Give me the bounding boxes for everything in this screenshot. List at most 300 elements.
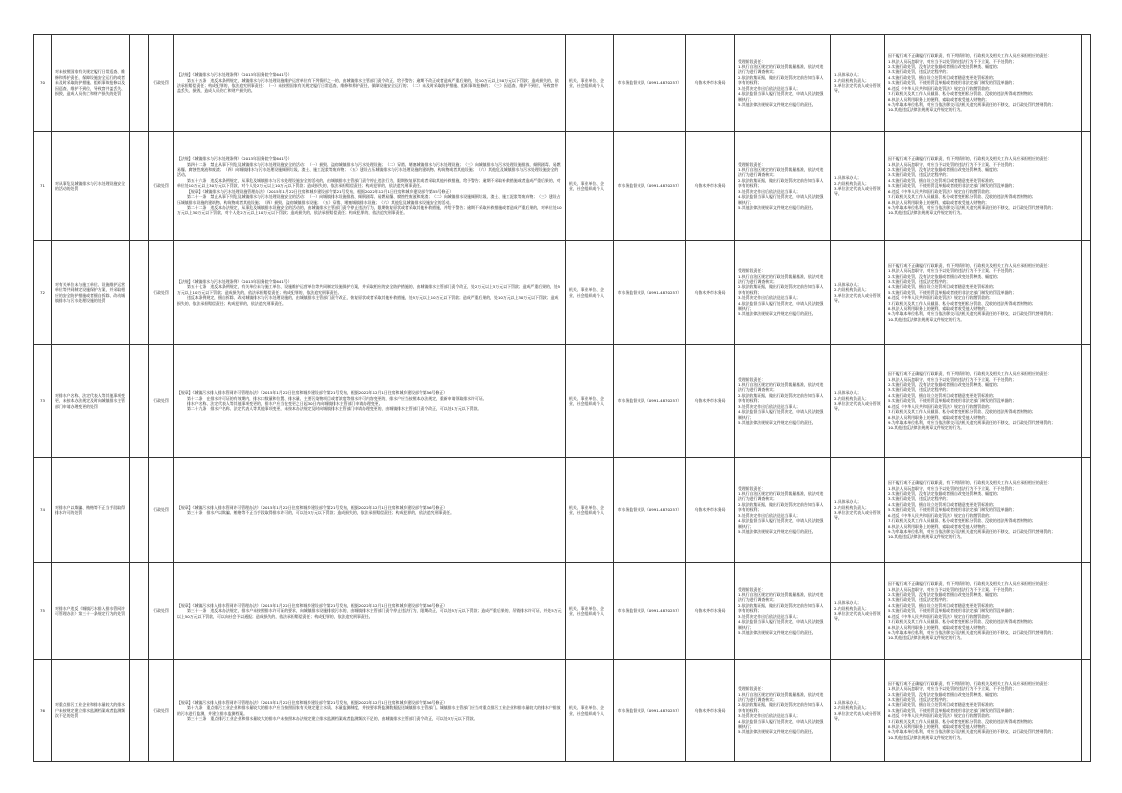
responsible-bureau	[686, 241, 735, 345]
target-subject-text: 机关、事业单位、企业，社会组织或个人	[569, 705, 605, 716]
blame-line: 因不履行或不正确履行行政职责，有下列情形的，行政机关及相关工作人员应承担相应的责任：	[888, 371, 1052, 377]
blank-cell	[130, 345, 149, 458]
blame-line: 3.实施行政处罚，违反法定程序的；	[888, 278, 951, 284]
duty-line: 受理阶段责任：	[738, 376, 766, 382]
legal-basis-lead: 【规章】《城镇污水排入排水管网许可管理办法》（2015年1月22日住房和城乡建设部令第21号发布，根据2022年12月1日住房和城乡建设部令第56号修正）	[177, 504, 448, 510]
target-subject-text: 机关、事业单位、企业，社会组织或个人	[569, 180, 605, 191]
item-name-text: 对未按照国家有关规定履行日常巡查、维修和养护责任，保障设施安全运行的或者未及时采取防护措施、组织事故抢修以及因巡查、维护不到位，导致窨井盖丢失、损毁，造成人员伤亡和财产损失的处罚	[55, 69, 126, 97]
target-subject-text: 机关、事业单位、企业，社会组织或个人	[569, 504, 605, 515]
duty-line: 4.依法监督当事人履行处罚决定，申请人民法院强制执行；	[738, 518, 824, 529]
target-subject	[566, 345, 614, 458]
blank-cell	[130, 35, 149, 132]
item-name	[52, 660, 130, 762]
blame-line: 2.实施行政处罚，没有法定依据或者擅自改变处罚种类、幅度的；	[888, 273, 1001, 279]
row-number	[34, 563, 52, 660]
responsible-bureau-text: 乌鲁木齐市水务局	[694, 80, 726, 86]
duty-line: 3.处罚决定作出后依法送达当事人；	[738, 512, 801, 518]
table-row	[34, 563, 1091, 660]
duty-line: 4.依法监督当事人履行处罚决定，申请人民法院强制执行；	[738, 619, 824, 630]
responsible-bureau-text: 乌鲁木齐市水务局	[694, 608, 726, 614]
duty-line: 2.依法收集证据，做出行政处罚决定前告知当事人享有的权利；	[738, 501, 824, 513]
row-number	[34, 345, 52, 458]
responsible-bureau	[686, 458, 735, 563]
power-category	[149, 660, 174, 762]
power-category	[149, 35, 174, 132]
blank-cell-end	[1082, 345, 1091, 458]
power-category	[149, 132, 174, 241]
blame-items	[885, 345, 1082, 458]
blame-items	[885, 35, 1082, 132]
legal-basis-paragraph: 排水户名称、法定代表人等其他事项变更的，排水户应当在变更之日起30日内向城镇排水主管部门申请办理变更。	[187, 401, 383, 406]
blame-line: 7.行政机关及其工作人员截留、私分或者变相私分罚款、没收的违法所得或者财物的；	[888, 619, 1036, 625]
implementing-unit-text: 市水务监督支队（0991-4870257）	[617, 707, 682, 713]
blank-cell	[130, 241, 149, 345]
blame-line: 6.违反《中华人民共和国行政处罚法》规定自行收缴罚款的；	[888, 512, 993, 518]
legal-basis	[174, 563, 566, 660]
item-name-text: 对从事危及城镇排水与污水处理设施安全的活动的处罚	[55, 180, 126, 191]
implementing-unit-text: 市水务监督支队（0991-4870257）	[617, 289, 682, 295]
implementing-unit	[614, 35, 686, 132]
item-name-text: 对有关单位未与施工单位、设施维护运营单位等共同制定设施保护方案，并采取相应的安全防护措施或者擅自拆除、改动城镇排水与污水处理设施的处罚	[55, 281, 126, 303]
legal-basis	[174, 660, 566, 762]
duty-line: 受理阶段责任：	[738, 268, 766, 274]
blame-line: 因不履行或不正确履行行政职责，有下列情形的，行政机关及相关工作人员应承担相应的责任：	[888, 480, 1052, 486]
legal-basis-paragraph: 第三十条 排水户以欺骗、贿赂等不正当手段取得排水许可的，可以处3万元以下罚款；造成损失的，依法承担赔偿责任；构成犯罪的，依法追究刑事责任。	[187, 510, 455, 515]
duty-line: 2.依法收集证据，做出行政处罚决定前告知当事人享有的权利；	[738, 74, 824, 86]
blame-line: 6.违反《中华人民共和国行政处罚法》规定自行收缴罚款的；	[888, 295, 993, 301]
duty-items	[735, 35, 831, 132]
implementing-unit-text: 市水务监督支队（0991-4870257）	[617, 80, 682, 86]
legal-basis-paragraphs	[177, 510, 562, 515]
blame-line: 1.执法人员玩忽职守，对应当予以处罚的违法行为不予立案、不予处罚的；	[888, 686, 1017, 692]
accountability-line: 3.单位法定代表人或分管领导。	[834, 401, 881, 412]
duty-line: 1.执行自治区规定的行政处罚裁量基准，依法对违法行为进行调查核实；	[738, 167, 824, 178]
responsible-bureau	[686, 35, 735, 132]
item-name-text: 对排水户名称、法定代表人等其他事项变更，未按本办法规定及时向城镇排水主管部门申请办理变更的处罚	[55, 392, 126, 409]
accountability-line: 1.具体承办人；	[834, 175, 862, 181]
duty-line: 2.依法收集证据，做出行政处罚决定前告知当事人享有的权利；	[738, 702, 824, 713]
table-row	[34, 35, 1091, 132]
row-number-text: 75	[40, 608, 45, 614]
item-name-text: 对排水户以欺骗、贿赂等不正当手段取得排水许可的处罚	[55, 504, 126, 515]
row-number	[34, 35, 52, 132]
power-category-text: 行政处罚	[153, 398, 169, 404]
duty-items	[735, 132, 831, 241]
blame-line: 8.执法人员利用职务上的便利，索取或者收受他人财物的；	[888, 96, 989, 102]
blank-cell-end	[1082, 660, 1091, 762]
accountability-line: 2.内设机构负责人；	[834, 287, 869, 293]
blame-line: 1.执法人员玩忽职守，对应当予以处罚的违法行为不予立案、不予处罚的；	[888, 161, 1017, 167]
accountability-items	[831, 241, 885, 345]
blank-cell	[130, 660, 149, 762]
blame-line: 10.其他违反法律法规规章文件规定的行为。	[888, 635, 965, 641]
accountability-line: 1.具体承办人；	[834, 600, 862, 606]
blame-line: 7.行政机关及其工作人员截留、私分或者变相私分罚款、没收的违法所得或者财物的；	[888, 518, 1036, 524]
legal-basis-paragraph: 【规章】《城镇排水与污水处理设施管理办法》（2015年1月22日住房和城乡建设部令第21号发布，根据2022年12月1日住房和城乡建设部令第55号修正）	[187, 188, 454, 194]
duty-line: 2.依法收集证据，做出行政处罚决定前告知当事人享有的权利；	[738, 602, 824, 614]
duty-line: 5.其他法律法规规章文件规定应履行的责任。	[738, 528, 816, 534]
legal-basis-paragraphs	[177, 78, 562, 94]
blame-line: 9.为牟取本单位私利，对应当依法移交司法机关追究刑事责任的不移交，以行政处罚代替刑罚的；	[888, 629, 1056, 635]
legal-basis-paragraphs	[177, 608, 562, 619]
duty-line: 4.依法监督当事人履行处罚决定，申请人民法院强制执行；	[738, 409, 824, 420]
blame-line: 8.执法人员利用职务上的便利，索取或者收受他人财物的；	[888, 414, 989, 420]
duty-line: 4.依法监督当事人履行处罚决定，申请人民法院强制执行；	[738, 91, 824, 102]
blame-line: 10.其他违反法律法规规章文件规定的行为。	[888, 425, 965, 431]
accountability-items	[831, 660, 885, 762]
accountability-line: 1.具体承办人；	[834, 499, 862, 505]
power-category-text: 行政处罚	[153, 507, 169, 513]
target-subject	[566, 132, 614, 241]
legal-basis	[174, 241, 566, 345]
legal-basis-paragraph: 第五十五条 违反本条例规定，城镇排水与污水处理设施维护运营单位有下列情形之一的，由城镇排水主管部门责令改正，给予警告；逾期不改正或者造成严重后果的，处10万元以上50万元以下罚款；造成损失的，依法承担赔偿责任；构成犯罪的，依法追究刑事责任：（一）未按照国家有关规定履行日常巡查、维修和养护责任，保障设施安全运行的；（二）未及时采取防护措施、组织事故抢修的；（三）因巡查、维护不到位，导致窨井盖丢失、损毁，造成人员伤亡和财产损失的。	[177, 77, 559, 94]
blame-items	[885, 458, 1082, 563]
blame-line: 因不履行或不正确履行行政职责，有下列情形的，行政机关及相关工作人员应承担相应的责任：	[888, 680, 1052, 686]
accountability-line: 2.内设机构负责人；	[834, 605, 869, 611]
legal-basis-lead: 【法规】《城镇排水与污水处理条例》（2013年国务院令第641号）	[177, 72, 292, 78]
blame-line: 9.为牟取本单位私利，对应当依法移交司法机关追究刑事责任的不移交，以行政处罚代替刑罚的；	[888, 528, 1056, 534]
duty-line: 3.处罚决定作出后依法送达当事人；	[738, 188, 801, 194]
duty-line: 1.执行自治区规定的行政处罚裁量基准，依法对违法行为进行调查核实；	[738, 382, 824, 393]
power-category	[149, 345, 174, 458]
duty-items	[735, 241, 831, 345]
blame-line: 5.实施行政处罚，不使用罚没单据或者使用非法定部门制发的罚没单据的；	[888, 80, 1017, 86]
target-subject	[566, 563, 614, 660]
accountability-line: 2.内设机构负责人；	[834, 705, 869, 711]
blame-line: 1.执法人员玩忽职守，对应当予以处罚的违法行为不予立案、不予处罚的；	[888, 268, 1017, 274]
blame-line: 6.违反《中华人民共和国行政处罚法》规定自行收缴罚款的；	[888, 85, 993, 91]
duty-line: 受理阶段责任：	[738, 586, 766, 592]
power-category-text: 行政处罚	[153, 608, 169, 614]
blame-line: 5.实施行政处罚，不使用罚没单据或者使用非法定部门制发的罚没单据的；	[888, 289, 1017, 295]
blame-line: 4.实施行政处罚，擅自设立处罚项目或者随意变更处罚标准的；	[888, 74, 997, 80]
blame-items	[885, 660, 1082, 762]
item-name	[52, 563, 130, 660]
table-row	[34, 458, 1091, 563]
accountability-items	[831, 132, 885, 241]
accountability-items	[831, 345, 885, 458]
accountability-line: 1.具体承办人；	[834, 390, 862, 396]
duty-line: 2.依法收集证据，做出行政处罚决定前告知当事人享有的权利；	[738, 392, 824, 404]
duty-line: 5.其他法律法规规章文件规定应履行的责任。	[738, 204, 816, 210]
blame-line: 5.实施行政处罚，不使用罚没单据或者使用非法定部门制发的罚没单据的；	[888, 608, 1017, 614]
accountability-line: 1.具体承办人；	[834, 699, 862, 705]
blame-line: 7.行政机关及其工作人员截留、私分或者变相私分罚款、没收的违法所得或者财物的；	[888, 91, 1036, 97]
blank-cell	[130, 458, 149, 563]
duty-line: 3.处罚决定作出后依法送达当事人；	[738, 403, 801, 409]
blame-line: 1.执法人员玩忽职守，对应当予以处罚的违法行为不予立案、不予处罚的；	[888, 485, 1017, 491]
responsible-bureau-text: 乌鲁木齐市水务局	[694, 707, 726, 713]
implementing-unit	[614, 563, 686, 660]
power-category-text: 行政处罚	[153, 80, 169, 86]
blame-line: 4.实施行政处罚，擅自设立处罚项目或者随意变更处罚标准的；	[888, 602, 997, 608]
blame-line: 1.执法人员玩忽职守，对应当予以处罚的违法行为不予立案、不予处罚的；	[888, 58, 1017, 64]
table-row	[34, 345, 1091, 458]
blame-line: 5.实施行政处罚，不使用罚没单据或者使用非法定部门制发的罚没单据的；	[888, 183, 1017, 189]
blame-line: 因不履行或不正确履行行政职责，有下列情形的，行政机关及相关工作人员应承担相应的责任：	[888, 581, 1052, 587]
legal-basis-paragraph: 第三十一条 违反本办法规定，排水户未按照排水许可证的要求，向城镇排水设施排放污水的，由城镇排水主管部门责令停止违法行为，限期改正，可以处5万元以下罚款；造成严重后果的，吊销排水许可证，并处5万元以上50万元以下罚款，可以向社会予以通报；造成损失的，依法承担赔偿责任；构成犯罪的，依法追究刑事责任。	[177, 608, 562, 619]
responsible-bureau-text: 乌鲁木齐市水务局	[694, 289, 726, 295]
accountability-line: 2.内设机构负责人；	[834, 180, 869, 186]
blank-cell-end	[1082, 241, 1091, 345]
blame-line: 4.实施行政处罚，擅自设立处罚项目或者随意变更处罚标准的；	[888, 392, 997, 398]
responsible-bureau-text: 乌鲁木齐市水务局	[694, 398, 726, 404]
legal-basis	[174, 458, 566, 563]
blame-line: 8.执法人员利用职务上的便利，索取或者收受他人财物的；	[888, 624, 989, 630]
blame-line: 5.实施行政处罚，不使用罚没单据或者使用非法定部门制发的罚没单据的；	[888, 707, 1017, 713]
blame-items	[885, 132, 1082, 241]
implementing-unit-text: 市水务监督支队（0991-4870257）	[617, 398, 682, 404]
item-name	[52, 458, 130, 563]
blame-line: 3.实施行政处罚，违反法定程序的；	[888, 696, 951, 702]
row-number-text: 70	[40, 80, 45, 86]
blame-line: 7.行政机关及其工作人员截留、私分或者变相私分罚款、没收的违法所得或者财物的；	[888, 409, 1036, 415]
duty-line: 5.其他法律法规规章文件规定应履行的责任。	[738, 729, 816, 735]
item-name	[52, 345, 130, 458]
duty-line: 3.处罚决定作出后依法送达当事人；	[738, 295, 801, 301]
blank-cell-end	[1082, 458, 1091, 563]
blame-line: 8.执法人员利用职务上的便利，索取或者收受他人财物的；	[888, 724, 989, 730]
duty-line: 1.执行自治区规定的行政处罚裁量基准，依法对违法行为进行调查核实；	[738, 491, 824, 502]
power-category	[149, 563, 174, 660]
duty-line: 5.其他法律法规规章文件规定应履行的责任。	[738, 101, 816, 107]
blame-line: 4.实施行政处罚，擅自设立处罚项目或者随意变更处罚标准的；	[888, 284, 997, 290]
blame-line: 1.执法人员玩忽职守，对应当予以处罚的违法行为不予立案、不予处罚的；	[888, 586, 1017, 592]
legal-basis-paragraph: 第十九条 重点排污工业企业和排水量较大的排水户应当按照国家有关规定建立水质、水量监测制度，并按要求将监测数据报送城镇排水主管部门。城镇排水主管部门应当对重点排污工业企业和排水量较大的排水户排放的污水进行监测，并建立排水监测档案。	[177, 705, 561, 716]
implementing-unit-text: 市水务监督支队（0991-4870257）	[617, 183, 682, 189]
legal-basis-paragraph: 第五十六条 违反本条例规定，从事危及城镇排水与污水处理设施安全的活动的，由城镇排水主管部门责令停止违法行为，限期恢复原状或者采取其他补救措施，给予警告；逾期不采取补救措施或者造成严重后果的，对单位处10万元以上30万元以下罚款，对个人处2万元以上10万元以下罚款；造成损失的，依法承担赔偿责任；构成犯罪的，依法追究刑事责任。	[177, 177, 561, 189]
blame-line: 2.实施行政处罚，没有法定依据或者擅自改变处罚种类、幅度的；	[888, 382, 1001, 388]
responsible-bureau-text: 乌鲁木齐市水务局	[694, 183, 726, 189]
blame-line: 2.实施行政处罚，没有法定依据或者擅自改变处罚种类、幅度的；	[888, 592, 1001, 598]
blank-cell-end	[1082, 563, 1091, 660]
blame-line: 5.实施行政处罚，不使用罚没单据或者使用非法定部门制发的罚没单据的；	[888, 398, 1017, 404]
duty-items	[735, 458, 831, 563]
accountability-line: 3.单位法定代表人或分管领导。	[834, 611, 881, 622]
blame-line: 2.实施行政处罚，没有法定依据或者擅自改变处罚种类、幅度的；	[888, 167, 1001, 173]
blame-line: 6.违反《中华人民共和国行政处罚法》规定自行收缴罚款的；	[888, 713, 993, 719]
blame-line: 因不履行或不正确履行行政职责，有下列情形的，行政机关及相关工作人员应承担相应的责任：	[888, 53, 1052, 59]
accountability-line: 2.内设机构负责人；	[834, 504, 869, 510]
table-row	[34, 660, 1091, 762]
blame-line: 9.为牟取本单位私利，对应当依法移交司法机关追究刑事责任的不移交，以行政处罚代替刑罚的；	[888, 419, 1056, 425]
legal-basis-lead: 【法规】《城镇排水与污水处理条例》（2013年国务院令第641号）	[177, 278, 292, 284]
blame-line: 3.实施行政处罚，违反法定程序的；	[888, 597, 951, 603]
power-category-text: 行政处罚	[153, 183, 169, 189]
implementing-unit	[614, 241, 686, 345]
accountability-line: 3.单位法定代表人或分管领导。	[834, 83, 881, 94]
duty-line: 3.处罚决定作出后依法送达当事人；	[738, 613, 801, 619]
responsible-bureau	[686, 563, 735, 660]
blame-line: 因不履行或不正确履行行政职责，有下列情形的，行政机关及相关工作人员应承担相应的责任：	[888, 156, 1052, 162]
duty-line: 5.其他法律法规规章文件规定应履行的责任。	[738, 311, 816, 317]
blame-line: 7.行政机关及其工作人员截留、私分或者变相私分罚款、没收的违法所得或者财物的；	[888, 194, 1036, 200]
legal-basis-lead: 【规章】《城镇污水排入排水管网许可管理办法》（2015年1月22日住房和城乡建设部令第21号发布，根据2022年12月1日住房和城乡建设部令第56号修正）	[177, 602, 448, 608]
responsible-bureau	[686, 345, 735, 458]
implementing-unit-text: 市水务监督支队（0991-4870257）	[617, 608, 682, 614]
blame-line: 因不履行或不正确履行行政职责，有下列情形的，行政机关及相关工作人员应承担相应的责任：	[888, 262, 1052, 268]
blame-line: 2.实施行政处罚，没有法定依据或者擅自改变处罚种类、幅度的；	[888, 491, 1001, 497]
legal-basis-paragraphs	[177, 162, 562, 216]
legal-basis-paragraph: 第二十九条 排水户名称、法定代表人等其他事项变更，未按本办法规定及时向城镇排水主管部门申请办理变更的，由城镇排水主管部门责令改正，可以处1万元以下罚款。	[187, 406, 482, 412]
blame-line: 1.执法人员玩忽职守，对应当予以处罚的违法行为不予立案、不予处罚的；	[888, 376, 1017, 382]
duty-items	[735, 563, 831, 660]
item-name	[52, 241, 130, 345]
accountability-items	[831, 35, 885, 132]
blame-line: 3.实施行政处罚，违反法定程序的；	[888, 387, 951, 393]
power-category	[149, 241, 174, 345]
blame-line: 4.实施行政处罚，擅自设立处罚项目或者随意变更处罚标准的；	[888, 501, 997, 507]
duty-line: 1.执行自治区规定的行政处罚裁量基准，依法对违法行为进行调查核实；	[738, 592, 824, 603]
legal-basis-paragraph: 第四十二条 禁止从事下列危及城镇排水与污水处理设施安全的活动：（一）损毁、盗窃城镇排水与污水处理设施；（二）穿凿、堵塞城镇排水与污水处理设施；（三）向城镇排水与污水处理设施排放、倾倒剧毒、易燃易爆、腐蚀性废液和废渣；（四）向城镇排水与污水处理设施倾倒垃圾、渣土、施工泥浆等废弃物；（五）建设占压城镇排水与污水处理设施的建筑物、构筑物或者其他设施；（六）其他危及城镇排水与污水处理设施安全的活动。	[177, 161, 561, 178]
legal-basis-paragraph: 第三十三条 重点排污工业企业和排水量较大的排水户未按照本办法规定建立排水监测档案或者监测频次不足的，由城镇排水主管部门责令改正，可以处3万元以下罚款。	[187, 715, 478, 721]
row-number-text: 72	[40, 289, 45, 295]
item-name	[52, 132, 130, 241]
blame-line: 4.实施行政处罚，擅自设立处罚项目或者随意变更处罚标准的；	[888, 702, 997, 708]
blame-line: 8.执法人员利用职务上的便利，索取或者收受他人财物的；	[888, 523, 989, 529]
duty-items	[735, 660, 831, 762]
target-subject-text: 机关、事业单位、企业，社会组织或个人	[569, 395, 605, 406]
accountability-line: 2.内设机构负责人；	[834, 77, 869, 83]
table-row	[34, 132, 1091, 241]
blame-line: 6.违反《中华人民共和国行政处罚法》规定自行收缴罚款的；	[888, 403, 993, 409]
blame-line: 3.实施行政处罚，违反法定程序的；	[888, 496, 951, 502]
blank-cell	[130, 132, 149, 241]
blame-line: 9.为牟取本单位私利，对应当依法移交司法机关追究刑事责任的不移交，以行政处罚代替刑罚的；	[888, 729, 1056, 735]
responsible-bureau	[686, 132, 735, 241]
blame-line: 6.违反《中华人民共和国行政处罚法》规定自行收缴罚款的；	[888, 188, 993, 194]
responsible-bureau-text: 乌鲁木齐市水务局	[694, 507, 726, 513]
implementing-unit	[614, 345, 686, 458]
row-number-text: 73	[40, 398, 45, 404]
duty-line: 受理阶段责任：	[738, 686, 766, 692]
accountability-line: 3.单位法定代表人或分管领导。	[834, 292, 881, 303]
implementing-unit	[614, 660, 686, 762]
legal-basis	[174, 345, 566, 458]
blame-line: 8.执法人员利用职务上的便利，索取或者收受他人财物的；	[888, 199, 989, 205]
blame-line: 3.实施行政处罚，违反法定程序的；	[888, 172, 951, 178]
blame-line: 10.其他违反法律法规规章文件规定的行为。	[888, 316, 965, 322]
row-number-text: 74	[40, 507, 45, 513]
power-category	[149, 458, 174, 563]
blame-line: 8.执法人员利用职务上的便利，索取或者收受他人财物的；	[888, 306, 989, 312]
duty-line: 5.其他法律法规规章文件规定应履行的责任。	[738, 419, 816, 425]
row-number-text: 71	[40, 183, 45, 189]
blank-cell	[130, 563, 149, 660]
blame-line: 10.其他违反法律法规规章文件规定的行为。	[888, 107, 965, 113]
duty-line: 4.依法监督当事人履行处罚决定，申请人民法院强制执行；	[738, 300, 824, 312]
table-row	[34, 241, 1091, 345]
blame-line: 7.行政机关及其工作人员截留、私分或者变相私分罚款、没收的违法所得或者财物的；	[888, 300, 1036, 306]
legal-basis-paragraph: 第二十二条 违反本办法规定，从事危及城镇排水设施安全的活动的，由城镇排水主管部门责令停止违法行为，限期恢复原状或者采取其他补救措施，并给予警告；逾期不采取补救措施或者造成严重后果的，对单位处10万元以上30万元以下罚款，对个人处2万元以上10万元以下罚款；造成损失的，依法承担赔偿责任；构成犯罪的，依法追究刑事责任。	[177, 204, 562, 216]
blame-line: 10.其他违反法律法规规章文件规定的行为。	[888, 734, 965, 740]
accountability-line: 2.内设机构负责人；	[834, 395, 869, 401]
legal-basis-paragraphs	[177, 284, 562, 306]
blame-line: 2.实施行政处罚，没有法定依据或者擅自改变处罚种类、幅度的；	[888, 691, 1001, 697]
implementing-unit	[614, 458, 686, 563]
accountability-items	[831, 563, 885, 660]
duty-line: 1.执行自治区规定的行政处罚裁量基准，依法对违法行为进行调查核实；	[738, 691, 824, 702]
item-name	[52, 35, 130, 132]
duty-line: 受理阶段责任：	[738, 485, 766, 491]
legal-basis-lead: 【规章】《城镇污水排入排水管网许可管理办法》（2015年1月22日住房和城乡建设部令第21号发布，根据2022年12月1日住房和城乡建设部令第56号修正）	[177, 699, 448, 705]
duty-list-table	[33, 34, 1091, 762]
blame-line: 7.行政机关及其工作人员截留、私分或者变相私分罚款、没收的违法所得或者财物的；	[888, 718, 1036, 724]
target-subject-text: 机关、事业单位、企业，社会组织或个人	[569, 77, 605, 88]
duty-line: 受理阶段责任：	[738, 161, 766, 167]
row-number	[34, 660, 52, 762]
blame-line: 5.实施行政处罚，不使用罚没单据或者使用非法定部门制发的罚没单据的；	[888, 507, 1017, 513]
legal-basis	[174, 132, 566, 241]
duty-line: 2.依法收集证据，做出行政处罚决定前告知当事人享有的权利；	[738, 177, 824, 189]
legal-basis-paragraphs	[177, 396, 562, 412]
duty-line: 3.处罚决定作出后依法送达当事人；	[738, 713, 801, 719]
accountability-line: 3.单位法定代表人或分管领导。	[834, 510, 881, 521]
blame-items	[885, 241, 1082, 345]
blame-line: 9.为牟取本单位私利，对应当依法移交司法机关追究刑事责任的不移交，以行政处罚代替刑罚的；	[888, 311, 1056, 317]
table-body	[34, 35, 1091, 762]
legal-basis-paragraph: 违反本条例规定，擅自拆除、改动城镇排水与污水处理设施的，由城镇排水主管部门责令改正，恢复原状或者采取其他补救措施，处5万元以上10万元以下罚款；造成严重后果的，处10万元以上30万元以下罚款；造成损失的，依法承担赔偿责任；构成犯罪的，依法追究刑事责任。	[177, 295, 559, 306]
legal-basis-paragraph: 第十二条 在排水许可证的有效期内，排水口数量和位置、排水量、主要污染物项目或者浓度等排水许可内容变更的，排水户应当按照本办法规定，重新申请领取排水许可证。	[187, 395, 487, 401]
accountability-line: 3.单位法定代表人或分管领导。	[834, 710, 881, 721]
blame-line: 3.实施行政处罚，违反法定程序的；	[888, 69, 951, 75]
duty-line: 4.依法监督当事人履行处罚决定，申请人民法院强制执行；	[738, 194, 824, 205]
accountability-items	[831, 458, 885, 563]
blame-line: 6.违反《中华人民共和国行政处罚法》规定自行收缴罚款的；	[888, 613, 993, 619]
blame-items	[885, 563, 1082, 660]
duty-line: 1.执行自治区规定的行政处罚裁量基准，依法对违法行为进行调查核实；	[738, 273, 824, 284]
accountability-line: 3.单位法定代表人或分管领导。	[834, 186, 881, 197]
blank-cell-end	[1082, 132, 1091, 241]
row-number	[34, 241, 52, 345]
implementing-unit	[614, 132, 686, 241]
duty-line: 受理阶段责任：	[738, 58, 766, 64]
blame-line: 9.为牟取本单位私利，对应当依法移交司法机关追究刑事责任的不移交，以行政处罚代替刑罚的；	[888, 204, 1056, 210]
duty-line: 1.执行自治区规定的行政处罚裁量基准，依法对违法行为进行调查核实；	[738, 64, 824, 75]
row-number-text: 76	[40, 707, 45, 713]
target-subject	[566, 458, 614, 563]
accountability-line: 1.具体承办人；	[834, 281, 862, 287]
legal-basis-lead: 【规章】《城镇污水排入排水管网许可管理办法》（2015年1月22日住房和城乡建设部令第21号发布，根据2022年12月1日住房和城乡建设部令第56号修正）	[177, 390, 448, 396]
row-number	[34, 132, 52, 241]
legal-basis-paragraph: 第五十七条 违反本条例规定，有关单位未与施工单位、设施维护运营单位等共同制定设施保护方案，并采取相应的安全防护措施的，由城镇排水主管部门责令改正，处2万元以上5万元以下罚款；造成严重后果的，处5万元以上10万元以下罚款；造成损失的，依法承担赔偿责任；构成犯罪的，依法追究刑事责任。	[177, 284, 561, 295]
blame-line: 2.实施行政处罚，没有法定依据或者擅自改变处罚种类、幅度的；	[888, 64, 1001, 70]
row-number	[34, 458, 52, 563]
target-subject-text: 机关、事业单位、企业，社会组织或个人	[569, 605, 605, 616]
item-name-text: 对重点排污工业企业和排水量较大的排水户未按规定建立排水监测档案或者监测频次不足的处罚	[55, 702, 126, 719]
legal-basis-paragraph: 第二十一条 禁止从事下列危及城镇排水与污水处理设施安全的活动：（一）向城镇排水设施排放、倾倒剧毒、易燃易爆、腐蚀性废液和废渣；（二）向城镇排水设施倾倒垃圾、渣土、施工泥浆等废弃物；（三）建设占压城镇排水设施的建筑物、构筑物或者其他设施；（四）损毁、盗窃城镇排水设施；（五）穿凿、堵塞城镇排水设施；（六）其他危及城镇排水设施安全的活动。	[177, 194, 561, 205]
target-subject	[566, 660, 614, 762]
legal-basis	[174, 35, 566, 132]
duty-line: 4.依法监督当事人履行处罚决定，申请人民法院强制执行；	[738, 718, 824, 730]
legal-basis-lead: 【法规】《城镇排水与污水处理条例》（2013年国务院令第641号）	[177, 156, 292, 162]
accountability-line: 1.具体承办人；	[834, 72, 862, 78]
blame-line: 9.为牟取本单位私利，对应当依法移交司法机关追究刑事责任的不移交，以行政处罚代替刑罚的；	[888, 101, 1056, 107]
target-subject	[566, 241, 614, 345]
duty-line: 2.依法收集证据，做出行政处罚决定前告知当事人享有的权利；	[738, 284, 824, 295]
target-subject-text: 机关、事业单位、企业，社会组织或个人	[569, 287, 605, 298]
power-category-text: 行政处罚	[153, 289, 169, 295]
power-category-text: 行政处罚	[153, 707, 169, 713]
duty-line: 3.处罚决定作出后依法送达当事人；	[738, 85, 801, 91]
duty-items	[735, 345, 831, 458]
duty-line: 5.其他法律法规规章文件规定应履行的责任。	[738, 629, 816, 635]
responsible-bureau	[686, 660, 735, 762]
blank-cell-end	[1082, 35, 1091, 132]
implementing-unit-text: 市水务监督支队（0991-4870257）	[617, 507, 682, 513]
legal-basis-paragraphs	[177, 705, 562, 721]
blame-line: 4.实施行政处罚，擅自设立处罚项目或者随意变更处罚标准的；	[888, 177, 997, 183]
